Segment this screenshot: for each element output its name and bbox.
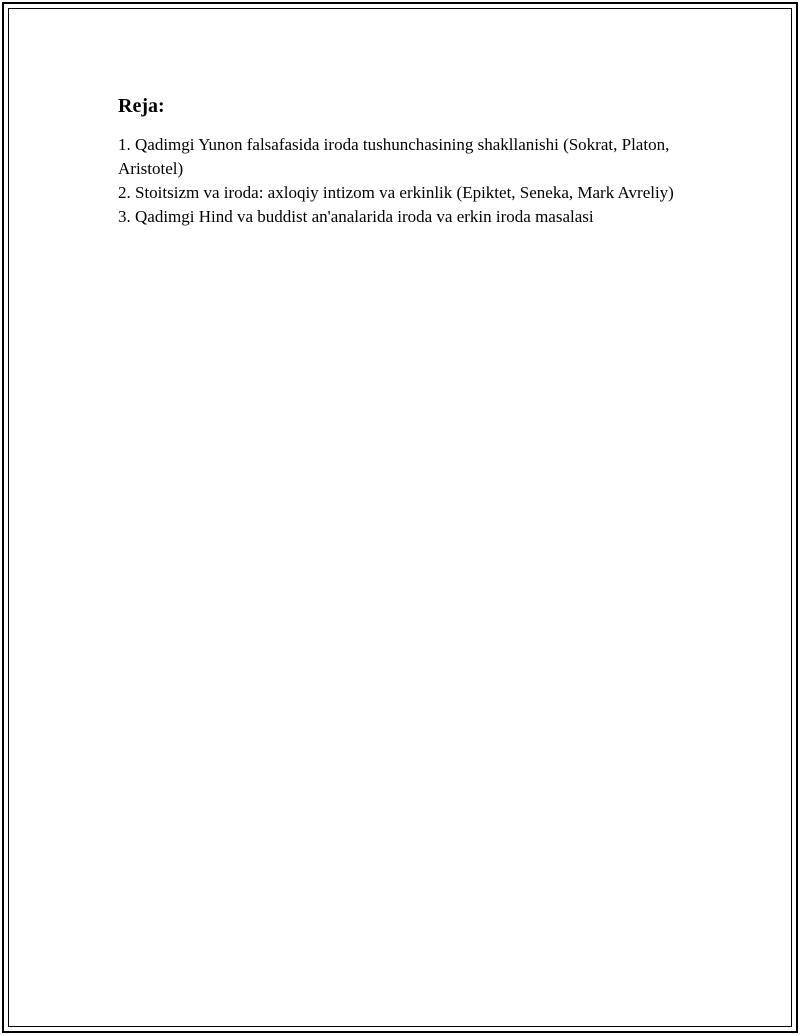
plan-heading: Reja: <box>118 95 165 117</box>
plan-item-1: 1. Qadimgi Yunon falsafasida iroda tushunchasining shakllanishi (Sokrat, Platon, Aristotel) <box>118 135 670 178</box>
plan-list <box>118 133 698 229</box>
page-content <box>118 93 698 229</box>
plan-item-3: 3. Qadimgi Hind va buddist an'analarida iroda va erkin iroda masalasi <box>118 207 594 226</box>
plan-item-2: 2. Stoitsizm va iroda: axloqiy intizom va erkinlik (Epiktet, Seneka, Mark Avreliy) <box>118 183 674 202</box>
